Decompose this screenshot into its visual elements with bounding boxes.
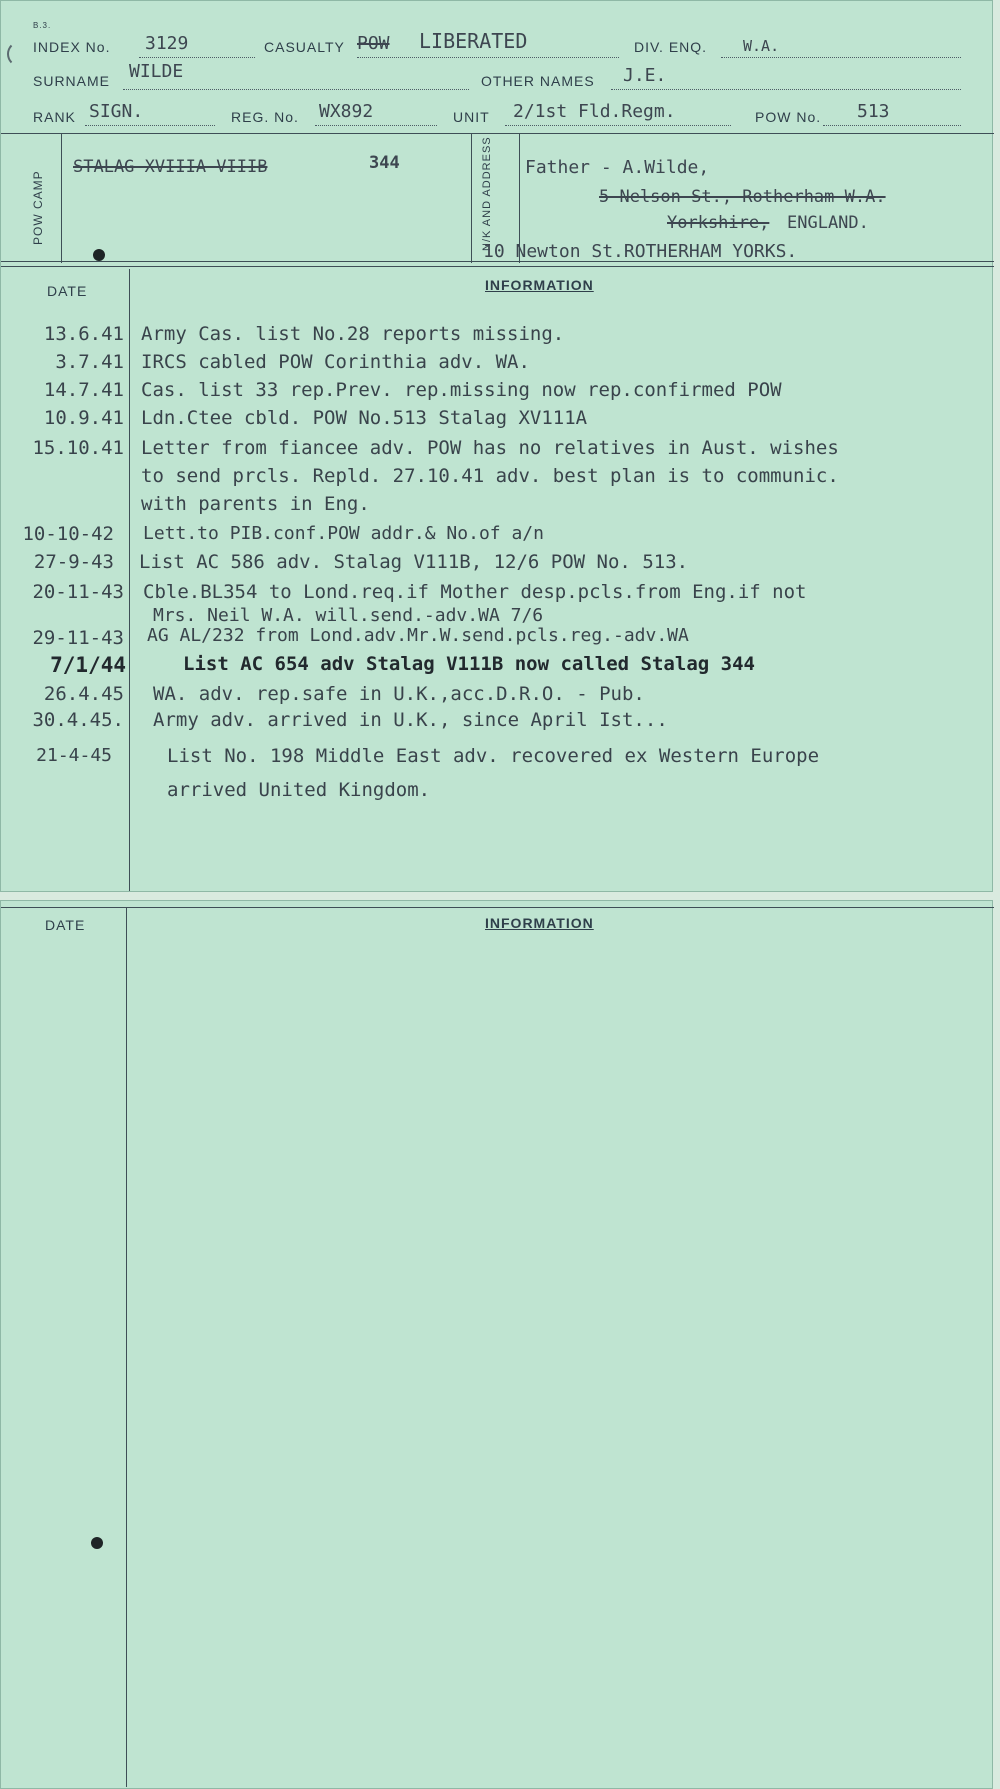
pow-no-dots bbox=[823, 125, 961, 126]
pow-no-value: 513 bbox=[857, 101, 890, 122]
information-header: INFORMATION bbox=[485, 277, 594, 293]
casualty-value: LIBERATED bbox=[419, 29, 528, 53]
pow-camp-label: POW CAMP bbox=[31, 170, 45, 245]
entry-date: 14.7.41 bbox=[43, 379, 124, 401]
index-label: INDEX No. bbox=[33, 39, 111, 55]
pow-no-label: POW No. bbox=[755, 109, 822, 125]
back-date-column-divider bbox=[126, 907, 127, 1787]
entry-info-line: Mrs. Neil W.A. will.send.-adv.WA 7/6 bbox=[153, 605, 544, 626]
div-enq-dots bbox=[721, 57, 961, 58]
entry-info-line: Army Cas. list No.28 reports missing. bbox=[141, 323, 565, 345]
entry-info-line: List AC 654 adv Stalag V111B now called Stalag 344 bbox=[183, 653, 755, 675]
entry-info-line: List No. 198 Middle East adv. recovered ex Western Europe bbox=[167, 745, 820, 767]
rule-mid-2 bbox=[1, 266, 994, 267]
casualty-struck: POW bbox=[357, 33, 390, 54]
reg-no-dots bbox=[315, 125, 437, 126]
entry-date: 29-11-43 bbox=[32, 627, 124, 649]
rank-label: RANK bbox=[33, 109, 76, 125]
nok-line-4: 10 Newton St.ROTHERHAM YORKS. bbox=[483, 241, 798, 262]
other-names-value: J.E. bbox=[623, 65, 667, 86]
entry-date: 21-4-45 bbox=[36, 745, 112, 766]
rank-dots bbox=[85, 125, 215, 126]
date-column-divider bbox=[129, 269, 130, 891]
index-value: 3129 bbox=[145, 33, 189, 54]
entry-date: 20-11-43 bbox=[32, 581, 124, 603]
pencil-mark bbox=[7, 41, 33, 67]
reg-no-value: WX892 bbox=[319, 101, 374, 122]
surname-label: SURNAME bbox=[33, 73, 111, 89]
entry-info-line: AG AL/232 from Lond.adv.Mr.W.send.pcls.reg.-adv.WA bbox=[147, 625, 689, 646]
entry-date: 15.10.41 bbox=[32, 437, 124, 459]
unit-label: UNIT bbox=[453, 109, 490, 125]
div-enq-value: W.A. bbox=[743, 37, 780, 55]
entry-date: 30.4.45. bbox=[32, 709, 124, 731]
reg-no-label: REG. No. bbox=[231, 109, 299, 125]
entry-info-line: Cas. list 33 rep.Prev. rep.missing now rep.confirmed POW bbox=[141, 379, 782, 401]
nok-line-3-struck: Yorkshire, bbox=[667, 213, 770, 233]
entry-date: 10.9.41 bbox=[43, 407, 124, 429]
form-code: B.3. bbox=[33, 21, 52, 30]
rule-mid-1 bbox=[1, 261, 994, 262]
camp-nok-divider bbox=[471, 133, 472, 263]
nok-line-3-value: ENGLAND. bbox=[787, 213, 869, 233]
casualty-label: CASUALTY bbox=[264, 39, 345, 55]
back-information-header: INFORMATION bbox=[485, 915, 594, 931]
entry-date: 7/1/44 bbox=[50, 653, 126, 677]
entry-info-line: Ldn.Ctee cbld. POW No.513 Stalag XV111A bbox=[141, 407, 588, 429]
entry-date: 3.7.41 bbox=[55, 351, 124, 373]
entry-info-line: Army adv. arrived in U.K., since April Ist... bbox=[153, 709, 668, 731]
entry-info-line: with parents in Eng. bbox=[141, 493, 370, 515]
entry-date: 13.6.41 bbox=[43, 323, 124, 345]
entry-info-line: Letter from fiancee adv. POW has no relatives in Aust. wishes bbox=[141, 437, 839, 459]
entry-date: 27-9-43 bbox=[33, 551, 114, 573]
back-punch-hole bbox=[91, 1537, 103, 1549]
pow-camp-value: 344 bbox=[369, 153, 400, 173]
record-card-back bbox=[0, 900, 993, 1789]
entry-info-line: arrived United Kingdom. bbox=[167, 779, 431, 801]
entry-date: 10-10-42 bbox=[22, 523, 114, 545]
entry-info-line: WA. adv. rep.safe in U.K.,acc.D.R.O. - Pub. bbox=[153, 683, 645, 705]
entry-info-line: to send prcls. Repld. 27.10.41 adv. best plan is to communic. bbox=[141, 465, 839, 487]
other-names-label: OTHER NAMES bbox=[481, 73, 595, 89]
nok-address-label: N/K AND ADDRESS bbox=[481, 136, 493, 251]
entry-date: 26.4.45 bbox=[43, 683, 124, 705]
casualty-dots bbox=[357, 57, 619, 58]
surname-dots bbox=[123, 89, 469, 90]
entry-info-line: IRCS cabled POW Corinthia adv. WA. bbox=[141, 351, 530, 373]
nok-line-2-struck: 5 Nelson St., Rotherham W.A. bbox=[599, 187, 886, 207]
div-enq-label: DIV. ENQ. bbox=[634, 39, 708, 55]
camp-label-divider bbox=[61, 133, 62, 263]
nok-line-1: Father - A.Wilde, bbox=[525, 157, 710, 178]
other-names-dots bbox=[611, 89, 961, 90]
unit-value: 2/1st Fld.Regm. bbox=[513, 101, 676, 122]
rule-top bbox=[1, 133, 994, 134]
entry-info-line: List AC 586 adv. Stalag V111B, 12/6 POW No. 513. bbox=[139, 551, 689, 573]
record-card-front bbox=[0, 0, 993, 892]
surname-value: WILDE bbox=[129, 61, 184, 82]
entry-info-line: Cble.BL354 to Lond.req.if Mother desp.pcls.from Eng.if not bbox=[143, 581, 807, 603]
punch-hole bbox=[93, 249, 105, 261]
rank-value: SIGN. bbox=[89, 101, 144, 122]
index-dots bbox=[139, 57, 255, 58]
entry-info-line: Lett.to PIB.conf.POW addr.& No.of a/n bbox=[143, 523, 544, 544]
back-rule-top bbox=[1, 907, 994, 908]
back-date-header: DATE bbox=[45, 917, 86, 933]
date-header: DATE bbox=[47, 283, 88, 299]
pow-camp-struck: STALAG XVIIIA VIIIB bbox=[73, 157, 268, 177]
unit-dots bbox=[505, 125, 731, 126]
